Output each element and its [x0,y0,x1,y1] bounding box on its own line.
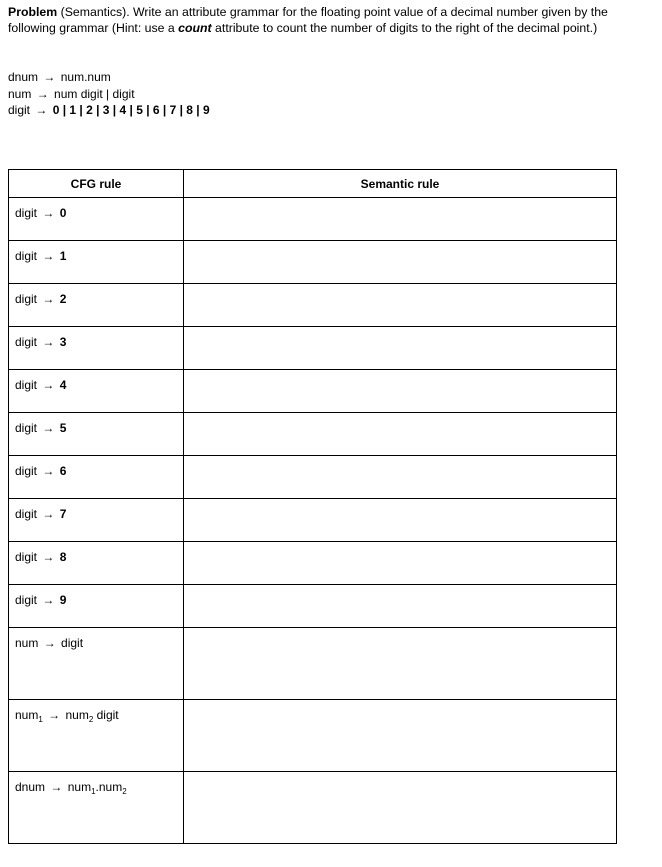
table-row [9,327,617,370]
table-row [9,241,617,284]
rule-lhs: digit [15,507,38,521]
rule-lhs: digit [8,103,31,117]
arrow-icon: → [42,206,55,220]
rule-rhs: num.num [60,70,111,84]
rule-lhs: num [15,636,39,650]
arrow-icon: → [43,70,56,84]
arrow-icon: → [42,464,55,478]
cfg-rule-cell [9,456,184,499]
table-row [9,772,617,844]
table-row [9,370,617,413]
rule-rhs: 0 | 1 | 2 | 3 | 4 | 5 | 6 | 7 | 8 | 9 [52,103,210,117]
rule-lhs: digit [15,464,38,478]
rule-lhs: digit [15,550,38,564]
table-row [9,499,617,542]
grammar-rule-digit [8,102,210,119]
rule-lhs: digit [15,378,38,392]
table-row [9,413,617,456]
decimal-point: . [95,780,99,794]
table-row [9,628,617,700]
rule-rhs: num digit | digit [54,86,135,101]
rule-lhs: num [8,86,32,101]
rule-rhs: 8 [59,550,67,564]
semantic-rule-cell[interactable] [184,585,617,628]
rule-lhs: dnum [15,780,46,794]
arrow-icon: → [35,103,48,117]
cfg-rule-cell [9,499,184,542]
attribute-grammar-table [8,169,617,844]
semantic-rule-cell[interactable] [184,628,617,700]
semantic-rule-cell[interactable] [184,370,617,413]
rule-lhs: digit [15,249,38,263]
arrow-icon: → [42,335,55,349]
cfg-rule-cell [9,370,184,413]
rule-rhs: 9 [59,593,67,607]
header-cfg-rule: CFG rule [9,170,184,198]
table-row [9,700,617,772]
cfg-rule-cell [9,772,184,844]
semantic-rule-cell[interactable] [184,198,617,241]
cfg-rule-cell [9,628,184,700]
arrow-icon: → [36,86,49,101]
rule-lhs: digit [15,292,38,306]
cfg-rule-cell [9,413,184,456]
subscript: 2 [88,715,94,724]
arrow-icon: → [42,421,55,435]
arrow-icon: → [42,550,55,564]
grammar-rule-dnum [8,69,210,86]
cfg-rule-cell [9,700,184,772]
semantic-rule-cell[interactable] [184,772,617,844]
cfg-rule-cell [9,327,184,370]
table-row [9,585,617,628]
table-row [9,284,617,327]
arrow-icon: → [42,507,55,521]
problem-emphasis: count [178,21,212,35]
cfg-rule-cell [9,241,184,284]
subscript: 1 [91,787,96,796]
rule-lhs: digit [15,421,38,435]
rule-rhs: 6 [59,464,67,478]
table-row [9,198,617,241]
grammar-rule-num [8,86,210,103]
subscript: 1 [38,715,43,724]
semantic-rule-cell[interactable] [184,413,617,456]
semantic-rule-cell[interactable] [184,284,617,327]
rule-rhs: 3 [59,335,67,349]
arrow-icon: → [50,780,63,794]
rule-lhs: num [15,708,39,722]
rule-rhs: 5 [59,421,67,435]
semantic-rule-cell[interactable] [184,456,617,499]
grammar-block [8,69,210,119]
rule-rhs: 1 [59,249,67,263]
rule-rhs: num [98,780,123,794]
cfg-rule-cell [9,542,184,585]
arrow-icon: → [42,378,55,392]
table-row [9,456,617,499]
problem-label: Problem [8,5,58,19]
semantic-rule-cell[interactable] [184,241,617,284]
problem-statement [8,4,658,36]
rule-lhs: digit [15,206,38,220]
semantic-rule-cell[interactable] [184,700,617,772]
table-header-row [9,170,617,198]
arrow-icon: → [42,593,55,607]
arrow-icon: → [42,249,55,263]
rule-rhs: num [65,708,89,722]
header-semantic-rule: Semantic rule [184,170,617,198]
semantic-rule-cell[interactable] [184,542,617,585]
cfg-rule-cell [9,585,184,628]
rule-rhs: 7 [59,507,67,521]
arrow-icon: → [48,708,61,722]
rule-lhs: digit [15,335,38,349]
rule-rhs: 0 [59,206,67,220]
problem-text-1: (Semantics). Write an attribute grammar for the floating point value of a decimal number given by the following grammar (Hint: use a [8,5,608,35]
rule-rhs: 2 [59,292,67,306]
rule-rhs: 4 [59,378,67,392]
rule-lhs: digit [15,593,38,607]
semantic-rule-cell[interactable] [184,327,617,370]
cfg-rule-cell [9,284,184,327]
rule-rhs: digit [61,636,84,650]
arrow-icon: → [42,292,55,306]
cfg-rule-cell [9,198,184,241]
rule-rhs-tail: digit [96,708,119,722]
problem-text-2: attribute to count the number of digits to the right of the decimal point.) [211,21,598,35]
table-row [9,542,617,585]
subscript: 2 [122,787,127,796]
semantic-rule-cell[interactable] [184,499,617,542]
rule-rhs: num [67,780,92,794]
arrow-icon: → [43,636,56,650]
rule-lhs: dnum [8,70,39,84]
